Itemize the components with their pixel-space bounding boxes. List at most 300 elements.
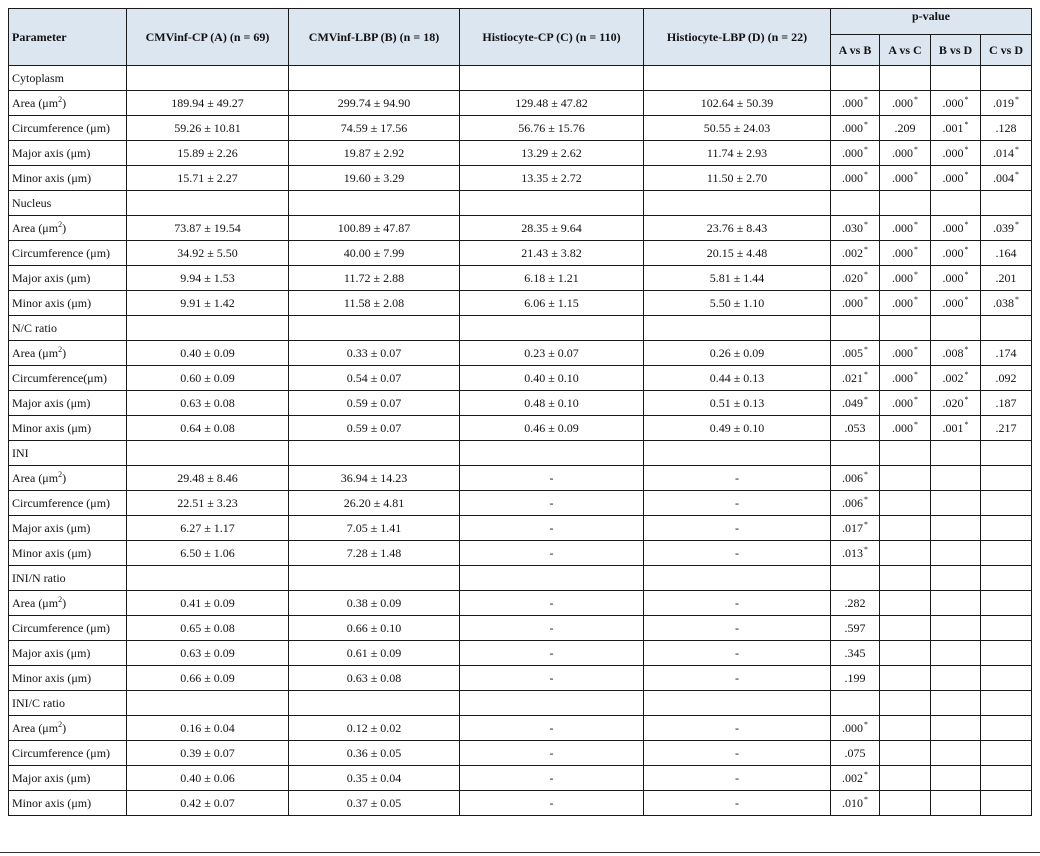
p-value-cell: [981, 241, 1032, 266]
p-value-cell: [981, 641, 1032, 666]
row-label: [9, 141, 127, 166]
p-value-cell: [880, 116, 931, 141]
row-label-text: Major axis (μm): [12, 646, 91, 660]
value-col-d: -: [644, 491, 831, 516]
significance-asterisk: *: [864, 545, 868, 554]
value-col-c: -: [460, 641, 644, 666]
empty-cell: [880, 441, 931, 466]
p-value-cell: [880, 291, 931, 316]
p-value-cell: [931, 166, 981, 191]
row-label-text: Circumference (μm): [12, 246, 111, 260]
p-value-cell: [931, 241, 981, 266]
header-a-vs-b: A vs B: [831, 35, 880, 66]
significance-asterisk: *: [1015, 170, 1019, 179]
significance-asterisk: *: [964, 370, 969, 379]
significance-asterisk: *: [914, 245, 918, 254]
section-title: INI/C ratio: [9, 691, 127, 716]
empty-cell: [880, 566, 931, 591]
empty-cell: [289, 316, 460, 341]
p-value-cell: [931, 91, 981, 116]
value-col-d: -: [644, 466, 831, 491]
empty-cell: [981, 441, 1032, 466]
value-col-c: -: [460, 516, 644, 541]
value-col-d: 5.50 ± 1.10: [644, 291, 831, 316]
p-value: .201: [995, 271, 1017, 285]
p-value: .282: [844, 596, 866, 610]
empty-cell: [880, 691, 931, 716]
p-value-cell: [981, 516, 1032, 541]
empty-cell: [880, 191, 931, 216]
p-value: .000: [942, 271, 964, 285]
p-value: .006: [842, 496, 863, 510]
empty-cell: [289, 441, 460, 466]
p-value-cell: [931, 741, 981, 766]
p-value-cell: [831, 616, 880, 641]
p-value-cell: [981, 391, 1032, 416]
empty-cell: [831, 566, 880, 591]
empty-cell: [644, 191, 831, 216]
empty-cell: [460, 66, 644, 91]
p-value-cell: [880, 716, 931, 741]
p-value: .053: [844, 421, 866, 435]
p-value: .000: [892, 221, 913, 235]
p-value-cell: [981, 741, 1032, 766]
p-value: .021: [842, 371, 863, 385]
value-col-a: 22.51 ± 3.23: [127, 491, 289, 516]
value-col-c: -: [460, 741, 644, 766]
significance-asterisk: *: [864, 470, 868, 479]
row-label-text: Circumference(μm): [12, 371, 108, 385]
header-b-vs-d: B vs D: [931, 35, 981, 66]
row-label-text: Circumference (μm): [12, 496, 111, 510]
p-value: .000: [892, 271, 913, 285]
value-col-a: 0.66 ± 0.09: [127, 666, 289, 691]
empty-cell: [460, 566, 644, 591]
value-col-a: 15.89 ± 2.26: [127, 141, 289, 166]
p-value-cell: [931, 666, 981, 691]
p-value-cell: [981, 466, 1032, 491]
p-value-cell: [981, 166, 1032, 191]
row-label: [9, 716, 127, 741]
table-row: [9, 166, 1032, 191]
value-col-d: 23.76 ± 8.43: [644, 216, 831, 241]
row-label-text: Area (μm: [12, 721, 59, 735]
empty-cell: [831, 316, 880, 341]
p-value-cell: [981, 716, 1032, 741]
p-value-cell: [880, 591, 931, 616]
value-col-b: 36.94 ± 14.23: [289, 466, 460, 491]
value-col-a: 0.60 ± 0.09: [127, 366, 289, 391]
p-value-cell: [880, 366, 931, 391]
significance-asterisk: *: [864, 370, 868, 379]
header-col-a: CMVinf-CP (A) (n = 69): [127, 9, 289, 66]
significance-asterisk: *: [914, 170, 918, 179]
table-row: [9, 716, 1032, 741]
row-label: [9, 391, 127, 416]
value-col-a: 15.71 ± 2.27: [127, 166, 289, 191]
p-value-cell: [880, 466, 931, 491]
p-value-cell: [880, 491, 931, 516]
p-value-cell: [981, 341, 1032, 366]
value-col-b: 0.38 ± 0.09: [289, 591, 460, 616]
value-col-a: 0.63 ± 0.09: [127, 641, 289, 666]
significance-asterisk: *: [1015, 95, 1019, 104]
row-label-end: ): [62, 721, 67, 735]
p-value-cell: [831, 716, 880, 741]
p-value: .014: [993, 146, 1014, 160]
p-value: .038: [993, 296, 1014, 310]
p-value-cell: [831, 791, 880, 816]
p-value-cell: [981, 666, 1032, 691]
value-col-d: 0.44 ± 0.13: [644, 366, 831, 391]
value-col-c: 56.76 ± 15.76: [460, 116, 644, 141]
value-col-a: 0.40 ± 0.06: [127, 766, 289, 791]
p-value-cell: [831, 741, 880, 766]
p-value: .000: [892, 246, 913, 260]
p-value-cell: [931, 291, 981, 316]
p-value-cell: [981, 91, 1032, 116]
value-col-d: 50.55 ± 24.03: [644, 116, 831, 141]
value-col-d: 0.51 ± 0.13: [644, 391, 831, 416]
value-col-c: -: [460, 491, 644, 516]
superscript-two: 2: [58, 95, 63, 104]
row-label: [9, 791, 127, 816]
p-value-cell: [831, 291, 880, 316]
row-label: [9, 666, 127, 691]
significance-asterisk: *: [864, 145, 868, 154]
p-value: .001: [942, 121, 964, 135]
row-label: [9, 116, 127, 141]
value-col-c: 28.35 ± 9.64: [460, 216, 644, 241]
value-col-a: 9.91 ± 1.42: [127, 291, 289, 316]
table-row: [9, 241, 1032, 266]
value-col-d: -: [644, 791, 831, 816]
row-label: [9, 341, 127, 366]
header-pvalue: p-value: [831, 9, 1032, 35]
significance-asterisk: *: [864, 170, 868, 179]
p-value-cell: [981, 616, 1032, 641]
p-value-cell: [880, 166, 931, 191]
row-label-text: Area (μm: [12, 96, 59, 110]
p-value-cell: [880, 91, 931, 116]
value-col-a: 0.63 ± 0.08: [127, 391, 289, 416]
significance-asterisk: *: [964, 145, 969, 154]
row-label-end: ): [62, 346, 67, 360]
significance-asterisk: *: [864, 795, 868, 804]
value-col-d: -: [644, 766, 831, 791]
empty-cell: [880, 316, 931, 341]
value-col-a: 189.94 ± 49.27: [127, 91, 289, 116]
value-col-a: 6.27 ± 1.17: [127, 516, 289, 541]
significance-asterisk: *: [864, 95, 868, 104]
table-row: [9, 666, 1032, 691]
p-value: .000: [892, 346, 913, 360]
p-value: .002: [942, 371, 964, 385]
value-col-b: 0.66 ± 0.10: [289, 616, 460, 641]
p-value-cell: [880, 741, 931, 766]
table-row: [9, 491, 1032, 516]
value-col-c: 0.23 ± 0.07: [460, 341, 644, 366]
value-col-c: -: [460, 541, 644, 566]
p-value-cell: [831, 341, 880, 366]
p-value: .209: [894, 121, 916, 135]
p-value-cell: [931, 216, 981, 241]
p-value-cell: [831, 666, 880, 691]
significance-asterisk: *: [1015, 295, 1019, 304]
row-label: [9, 241, 127, 266]
value-col-d: 20.15 ± 4.48: [644, 241, 831, 266]
superscript-two: 2: [58, 220, 63, 229]
p-value-cell: [981, 491, 1032, 516]
empty-cell: [931, 66, 981, 91]
section-row: [9, 691, 1032, 716]
p-value-cell: [931, 791, 981, 816]
p-value-cell: [981, 791, 1032, 816]
table-row: [9, 641, 1032, 666]
empty-cell: [931, 441, 981, 466]
empty-cell: [289, 66, 460, 91]
section-title: Nucleus: [9, 191, 127, 216]
header-col-d: Histiocyte-LBP (D) (n = 22): [644, 9, 831, 66]
p-value: .000: [892, 371, 913, 385]
p-value-cell: [981, 216, 1032, 241]
p-value: .345: [844, 646, 866, 660]
value-col-c: -: [460, 791, 644, 816]
p-value: .000: [842, 171, 863, 185]
empty-cell: [127, 691, 289, 716]
value-col-d: -: [644, 666, 831, 691]
value-col-d: 5.81 ± 1.44: [644, 266, 831, 291]
value-col-b: 0.35 ± 0.04: [289, 766, 460, 791]
section-row: [9, 441, 1032, 466]
p-value-cell: [831, 766, 880, 791]
section-title: N/C ratio: [9, 316, 127, 341]
row-label: [9, 216, 127, 241]
row-label-text: Minor axis (μm): [12, 546, 92, 560]
row-label-text: Area (μm: [12, 596, 59, 610]
table-row: [9, 616, 1032, 641]
value-col-c: 0.46 ± 0.09: [460, 416, 644, 441]
significance-asterisk: *: [964, 220, 969, 229]
value-col-a: 0.40 ± 0.09: [127, 341, 289, 366]
p-value: .187: [995, 396, 1017, 410]
p-value: .039: [993, 221, 1014, 235]
value-col-b: 11.58 ± 2.08: [289, 291, 460, 316]
value-col-c: -: [460, 716, 644, 741]
empty-cell: [880, 66, 931, 91]
empty-cell: [831, 441, 880, 466]
p-value: .174: [995, 346, 1017, 360]
p-value: .000: [942, 171, 964, 185]
p-value-cell: [981, 141, 1032, 166]
row-label: [9, 766, 127, 791]
value-col-d: 102.64 ± 50.39: [644, 91, 831, 116]
p-value-cell: [931, 766, 981, 791]
section-row: [9, 566, 1032, 591]
value-col-d: 11.50 ± 2.70: [644, 166, 831, 191]
row-label: [9, 91, 127, 116]
empty-cell: [831, 191, 880, 216]
p-value: .019: [993, 96, 1014, 110]
p-value: .164: [995, 246, 1017, 260]
table-row: [9, 791, 1032, 816]
p-value-cell: [831, 91, 880, 116]
table-row: [9, 766, 1032, 791]
p-value-cell: [931, 341, 981, 366]
row-label-end: ): [62, 96, 67, 110]
p-value-cell: [880, 641, 931, 666]
empty-cell: [644, 66, 831, 91]
empty-cell: [981, 566, 1032, 591]
p-value: .008: [942, 346, 964, 360]
significance-asterisk: *: [1015, 220, 1019, 229]
value-col-b: 0.33 ± 0.07: [289, 341, 460, 366]
p-value-cell: [981, 116, 1032, 141]
p-value-cell: [831, 241, 880, 266]
p-value: .010: [842, 796, 863, 810]
p-value-cell: [931, 641, 981, 666]
p-value-cell: [831, 591, 880, 616]
row-label-text: Major axis (μm): [12, 521, 91, 535]
significance-asterisk: *: [864, 345, 868, 354]
table-row: [9, 116, 1032, 141]
p-value-cell: [981, 541, 1032, 566]
value-col-c: -: [460, 616, 644, 641]
value-col-a: 9.94 ± 1.53: [127, 266, 289, 291]
value-col-b: 299.74 ± 94.90: [289, 91, 460, 116]
value-col-d: 11.74 ± 2.93: [644, 141, 831, 166]
table-row: [9, 516, 1032, 541]
p-value: .000: [892, 421, 913, 435]
significance-asterisk: *: [964, 295, 969, 304]
empty-cell: [127, 316, 289, 341]
table-row: [9, 216, 1032, 241]
significance-asterisk: *: [964, 170, 969, 179]
value-col-c: 21.43 ± 3.82: [460, 241, 644, 266]
p-value-cell: [931, 266, 981, 291]
value-col-b: 0.59 ± 0.07: [289, 391, 460, 416]
row-label: [9, 366, 127, 391]
table-row: [9, 591, 1032, 616]
superscript-two: 2: [58, 720, 63, 729]
row-label-text: Area (μm: [12, 346, 59, 360]
p-value-cell: [880, 766, 931, 791]
significance-asterisk: *: [914, 295, 918, 304]
header-col-c: Histiocyte-CP (C) (n = 110): [460, 9, 644, 66]
p-value: .000: [842, 96, 863, 110]
p-value: .128: [995, 121, 1017, 135]
p-value: .000: [842, 296, 863, 310]
value-col-b: 11.72 ± 2.88: [289, 266, 460, 291]
value-col-a: 73.87 ± 19.54: [127, 216, 289, 241]
row-label: [9, 416, 127, 441]
p-value: .000: [892, 146, 913, 160]
row-label: [9, 266, 127, 291]
p-value: .000: [942, 96, 964, 110]
value-col-d: -: [644, 516, 831, 541]
p-value-cell: [831, 141, 880, 166]
bottom-rule: [0, 852, 1040, 853]
empty-cell: [460, 191, 644, 216]
value-col-a: 0.41 ± 0.09: [127, 591, 289, 616]
value-col-b: 0.63 ± 0.08: [289, 666, 460, 691]
p-value: .092: [995, 371, 1017, 385]
p-value-cell: [831, 116, 880, 141]
significance-asterisk: *: [914, 270, 918, 279]
empty-cell: [981, 691, 1032, 716]
p-value: .000: [892, 396, 913, 410]
row-label-text: Area (μm: [12, 471, 59, 485]
significance-asterisk: *: [864, 520, 868, 529]
p-value: .049: [842, 396, 863, 410]
p-value-cell: [931, 416, 981, 441]
value-col-c: -: [460, 766, 644, 791]
empty-cell: [931, 566, 981, 591]
header-a-vs-c: A vs C: [880, 35, 931, 66]
value-col-d: -: [644, 716, 831, 741]
value-col-b: 40.00 ± 7.99: [289, 241, 460, 266]
p-value-cell: [831, 391, 880, 416]
superscript-two: 2: [58, 595, 63, 604]
table-row: [9, 541, 1032, 566]
p-value: .000: [892, 171, 913, 185]
superscript-two: 2: [58, 470, 63, 479]
value-col-b: 26.20 ± 4.81: [289, 491, 460, 516]
table-row: [9, 366, 1032, 391]
row-label-end: ): [62, 596, 67, 610]
value-col-b: 74.59 ± 17.56: [289, 116, 460, 141]
significance-asterisk: *: [964, 245, 969, 254]
p-value: .000: [892, 296, 913, 310]
p-value-cell: [831, 266, 880, 291]
p-value-cell: [931, 516, 981, 541]
empty-cell: [644, 441, 831, 466]
row-label-text: Minor axis (μm): [12, 671, 92, 685]
value-col-c: -: [460, 466, 644, 491]
value-col-b: 19.60 ± 3.29: [289, 166, 460, 191]
p-value: .013: [842, 546, 863, 560]
significance-asterisk: *: [964, 270, 969, 279]
row-label-text: Major axis (μm): [12, 146, 91, 160]
p-value-cell: [831, 516, 880, 541]
p-value: .002: [842, 771, 863, 785]
empty-cell: [460, 316, 644, 341]
empty-cell: [981, 316, 1032, 341]
value-col-b: 7.28 ± 1.48: [289, 541, 460, 566]
p-value-cell: [831, 366, 880, 391]
row-label: [9, 491, 127, 516]
table-header: [9, 9, 1032, 66]
value-col-b: 0.59 ± 0.07: [289, 416, 460, 441]
row-label: [9, 166, 127, 191]
p-value: .030: [842, 221, 863, 235]
p-value: .006: [842, 471, 863, 485]
significance-asterisk: *: [964, 395, 969, 404]
value-col-a: 0.39 ± 0.07: [127, 741, 289, 766]
empty-cell: [127, 441, 289, 466]
p-value-cell: [931, 116, 981, 141]
table-row: [9, 91, 1032, 116]
header-parameter: Parameter: [9, 9, 127, 66]
value-col-b: 0.61 ± 0.09: [289, 641, 460, 666]
p-value-cell: [880, 516, 931, 541]
table-row: [9, 141, 1032, 166]
p-value-cell: [981, 366, 1032, 391]
p-value-cell: [880, 341, 931, 366]
row-label-end: ): [62, 471, 67, 485]
table-row: [9, 741, 1032, 766]
p-value: .000: [942, 146, 964, 160]
